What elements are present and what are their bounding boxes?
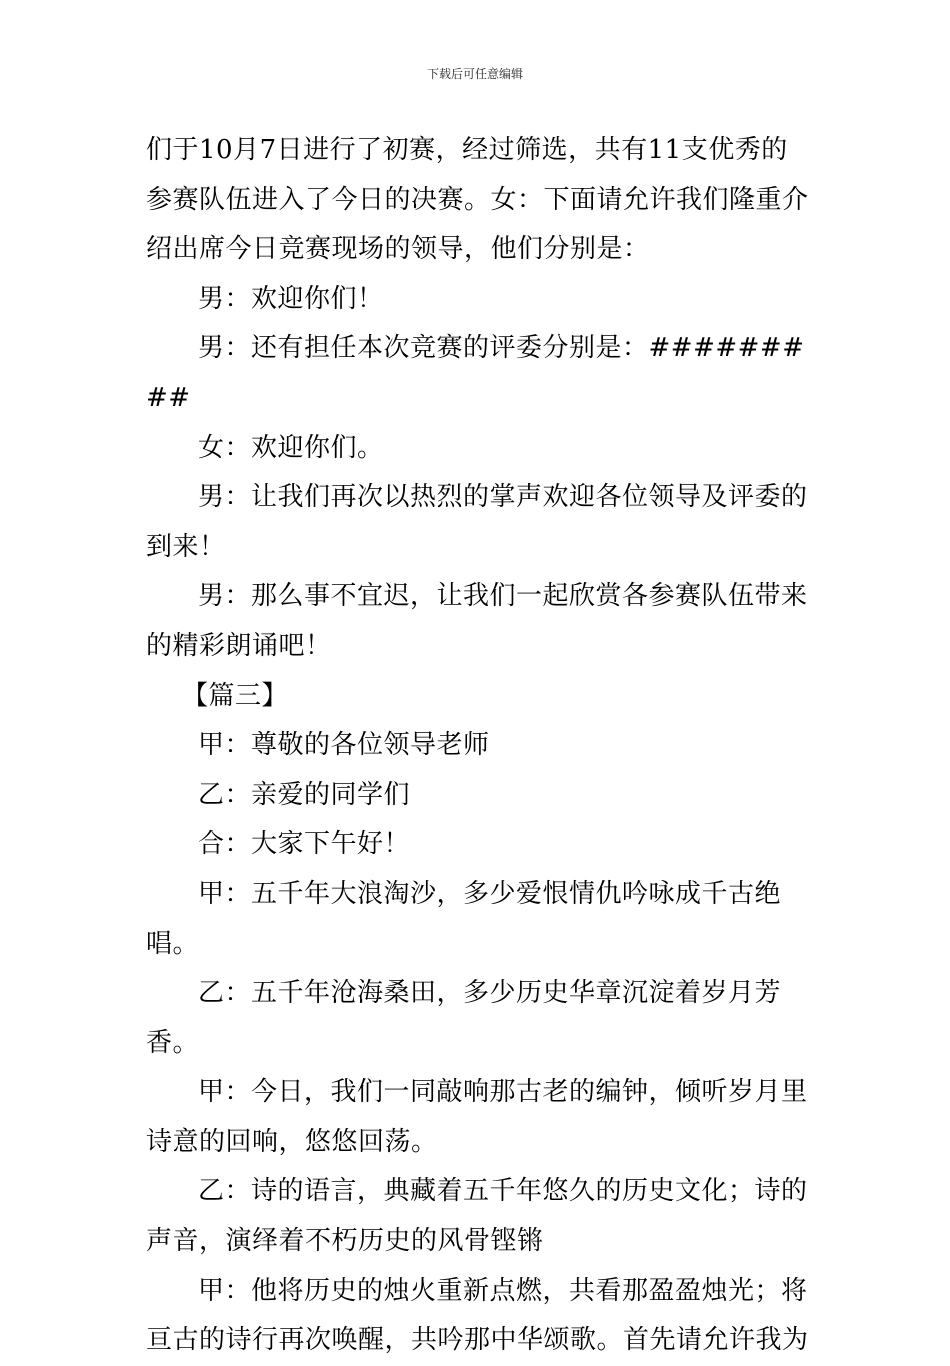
paragraph: 甲：他将历史的烛火重新点燃，共看那盈盈烛光；将亘古的诗行再次唤醒，共吟那中华颂歌。首先请允许我为: [146, 1275, 809, 1356]
page-header: 下载后可任意编辑: [426, 67, 523, 81]
paragraph: 男：那么事不宜迟，让我们一起欣赏各参赛队伍带来的精彩朗诵吧！: [146, 581, 808, 661]
paragraph: 甲：尊敬的各位领导老师: [198, 730, 490, 761]
paragraph: 男：让我们再次以热烈的掌声欢迎各位领导及评委的到来！: [146, 482, 808, 562]
paragraph: 女：欢迎你们。: [198, 432, 384, 463]
paragraph: 们于10月7日进行了初赛，经过筛选，共有11支优秀的参赛队伍进入了今日的决赛。女：下面请允许我们隆重介绍出席今日竞赛现场的领导，他们分别是：: [146, 135, 809, 265]
paragraph: 男：欢迎你们！: [198, 283, 384, 314]
paragraph: 合：大家下午好！: [198, 829, 411, 860]
paragraph: 乙：五千年沧海桑田，多少历史华章沉淀着岁月芳香。: [146, 978, 782, 1058]
document-body: [146, 126, 810, 1366]
section-heading: 【篇三】: [182, 680, 289, 711]
paragraph: 男：还有担任本次竞赛的评委分别是：#########: [146, 333, 805, 413]
paragraph: 甲：五千年大浪淘沙，多少爱恨情仇吟咏成千古绝唱。: [146, 878, 782, 959]
paragraph: 甲：今日，我们一同敲响那古老的编钟，倾听岁月里诗意的回响，悠悠回荡。: [146, 1077, 808, 1157]
paragraph: 乙：亲爱的同学们: [198, 779, 411, 810]
paragraph: 乙：诗的语言，典藏着五千年悠久的历史文化；诗的声音，演绎着不朽历史的风骨铿锵: [146, 1176, 808, 1257]
